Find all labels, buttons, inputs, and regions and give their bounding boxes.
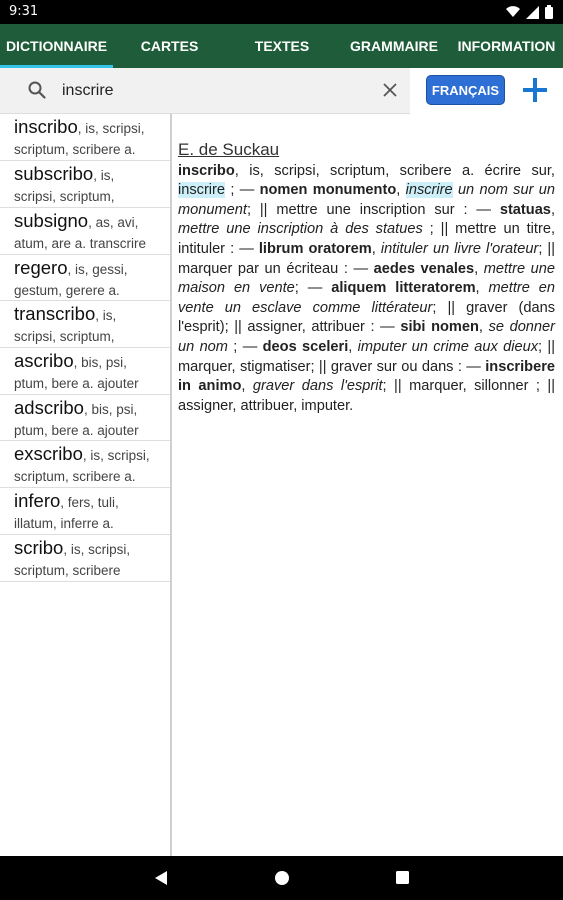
list-item-detail: scripsi, scriptum, bbox=[14, 189, 115, 204]
close-icon[interactable] bbox=[381, 81, 399, 99]
list-item-headword: subsigno bbox=[14, 210, 89, 231]
entry-text-segment: , bbox=[396, 182, 406, 199]
status-icons bbox=[506, 5, 553, 19]
entry-source: E. de Suckau bbox=[178, 140, 280, 159]
entry-text-segment: ; || graver (dans l'esprit); || assigner, attribuer : — bbox=[178, 299, 556, 336]
list-item-grammar: , is, scripsi, bbox=[82, 448, 150, 463]
search-match: inscrire bbox=[178, 182, 226, 199]
list-item[interactable] bbox=[0, 535, 170, 582]
list-item[interactable] bbox=[0, 348, 170, 395]
search-field bbox=[0, 68, 410, 114]
list-item-headword: ascribo bbox=[14, 350, 74, 371]
latin-phrase: inscribere in animo bbox=[178, 358, 555, 395]
list-item[interactable] bbox=[0, 301, 170, 348]
battery-icon bbox=[545, 5, 553, 19]
list-item-headword: transcribo bbox=[14, 303, 96, 324]
entry-text-segment: , bbox=[475, 280, 489, 297]
tab-grammaire[interactable]: GRAMMAIRE bbox=[350, 38, 438, 54]
list-item-grammar: , is, scripsi, bbox=[63, 542, 131, 557]
translation-text: imputer un crime aux dieux bbox=[357, 338, 539, 355]
entry-text-segment: ; || mettre un titre, intituler : — bbox=[178, 221, 555, 257]
entry-text-segment: ; || marquer, sillonner ; || assigner, attribuer, imputer. bbox=[178, 378, 556, 414]
list-item-detail: ptum, bere a. ajouter bbox=[14, 423, 139, 438]
translation-text: intituler un livre l'orateur bbox=[380, 240, 539, 257]
latin-phrase: librum oratorem bbox=[258, 240, 372, 257]
tab-cartes[interactable]: CARTES bbox=[140, 38, 199, 54]
list-item-grammar: , is, bbox=[95, 308, 117, 323]
entry-text-segment: , bbox=[474, 260, 484, 277]
entry-text-segment: , bbox=[241, 378, 253, 395]
entry-text bbox=[178, 162, 555, 417]
list-item-detail: illatum, inferre a. bbox=[14, 516, 114, 531]
entry-text-segment: ; || mettre une inscription sur : — bbox=[246, 201, 500, 218]
translation-text: graver dans l'esprit bbox=[252, 378, 383, 395]
magnifier-icon bbox=[27, 80, 47, 100]
language-button[interactable]: FRANÇAIS bbox=[426, 75, 505, 105]
list-item-headword: inscribo bbox=[14, 116, 78, 137]
status-bar bbox=[0, 0, 563, 24]
entry-text-segment: , bbox=[371, 240, 381, 257]
latin-phrase: nomen monumento bbox=[259, 182, 397, 199]
entry-text-segment: ; || marquer par un écriteau : — bbox=[178, 240, 555, 277]
list-item[interactable] bbox=[0, 161, 170, 208]
list-item-headword: regero bbox=[14, 257, 68, 278]
translation-text: mettre une maison en vente bbox=[178, 260, 556, 297]
list-item[interactable] bbox=[0, 208, 170, 255]
navigation-bar bbox=[0, 856, 563, 900]
list-item-headword: exscribo bbox=[14, 443, 83, 464]
list-item-headword: infero bbox=[14, 490, 61, 511]
tab-dictionnaire[interactable]: DICTIONNAIRE bbox=[0, 24, 113, 68]
list-item-detail: ptum, bere a. ajouter bbox=[14, 376, 139, 391]
list-item-grammar: , bis, psi, bbox=[73, 355, 127, 370]
latin-phrase: inscribo bbox=[178, 162, 235, 179]
entry-text-segment: ; — bbox=[294, 280, 332, 297]
list-item[interactable] bbox=[0, 441, 170, 488]
list-item-detail: atum, are a. transcrire bbox=[14, 236, 147, 251]
signal-icon bbox=[526, 6, 539, 19]
list-item-grammar: , fers, tuli, bbox=[60, 495, 119, 510]
tab-textes[interactable]: TEXTES bbox=[254, 38, 310, 54]
search-row bbox=[0, 68, 563, 114]
list-item-detail: scriptum, scribere a. bbox=[14, 469, 136, 484]
list-item-grammar: , is, gessi, bbox=[67, 262, 128, 277]
search-match: inscrire bbox=[405, 182, 453, 199]
translation-text: mettre en vente un esclave comme littérateur bbox=[178, 280, 555, 316]
results-list bbox=[0, 114, 172, 856]
entry-text-segment: , bbox=[550, 201, 555, 218]
entry-text-segment: ; — bbox=[225, 182, 260, 199]
entry-text-segment: ; || marquer, stigmatiser; || graver sur ou dans : — bbox=[178, 338, 555, 375]
list-item-headword: scribo bbox=[14, 537, 64, 558]
latin-phrase: aliquem litteratorem bbox=[331, 280, 476, 297]
list-item-headword: adscribo bbox=[14, 397, 84, 418]
plus-icon[interactable] bbox=[522, 77, 548, 103]
list-item-grammar: , is, scripsi, bbox=[77, 121, 145, 136]
list-item[interactable] bbox=[0, 114, 170, 161]
entry-text-segment: , bbox=[478, 319, 489, 336]
list-item-detail: scriptum, scribere a. bbox=[14, 142, 136, 157]
entry-panel bbox=[178, 140, 555, 416]
latin-phrase: sibi nomen bbox=[400, 319, 479, 336]
latin-phrase: aedes venales bbox=[373, 260, 475, 277]
wifi-icon bbox=[506, 6, 520, 18]
list-item-detail: gestum, gerere a. bbox=[14, 283, 120, 298]
list-item-detail: scripsi, scriptum, bbox=[14, 329, 115, 344]
list-item[interactable] bbox=[0, 255, 170, 301]
entry-text-segment: ; — bbox=[227, 338, 263, 355]
translation-text: se donner un nom bbox=[178, 319, 556, 355]
status-time: 9:31 bbox=[9, 4, 39, 19]
back-icon[interactable] bbox=[153, 870, 169, 886]
search-input[interactable] bbox=[60, 78, 364, 104]
latin-phrase: deos sceleri bbox=[262, 338, 349, 355]
entry-text-segment: , bbox=[348, 338, 358, 355]
translation-text: mettre une inscription à des statues bbox=[178, 221, 423, 238]
list-item-grammar: , is, bbox=[93, 168, 115, 183]
list-item-grammar: , bis, psi, bbox=[83, 402, 138, 417]
recents-icon[interactable] bbox=[395, 870, 410, 885]
list-item-headword: subscribo bbox=[14, 163, 94, 184]
latin-phrase: statuas bbox=[499, 201, 551, 218]
list-item-grammar: , as, avi, bbox=[88, 215, 139, 230]
entry-text-segment: , is, scripsi, scriptum, scribere a. écrire sur, bbox=[234, 162, 555, 179]
list-item-detail: scriptum, scribere bbox=[14, 563, 121, 578]
list-item[interactable] bbox=[0, 395, 170, 441]
translation-text: un nom sur un monument bbox=[178, 182, 555, 218]
tab-bar bbox=[0, 24, 563, 68]
list-item[interactable] bbox=[0, 488, 170, 535]
home-icon[interactable] bbox=[274, 870, 290, 886]
tab-information[interactable]: INFORMATION bbox=[457, 38, 556, 54]
